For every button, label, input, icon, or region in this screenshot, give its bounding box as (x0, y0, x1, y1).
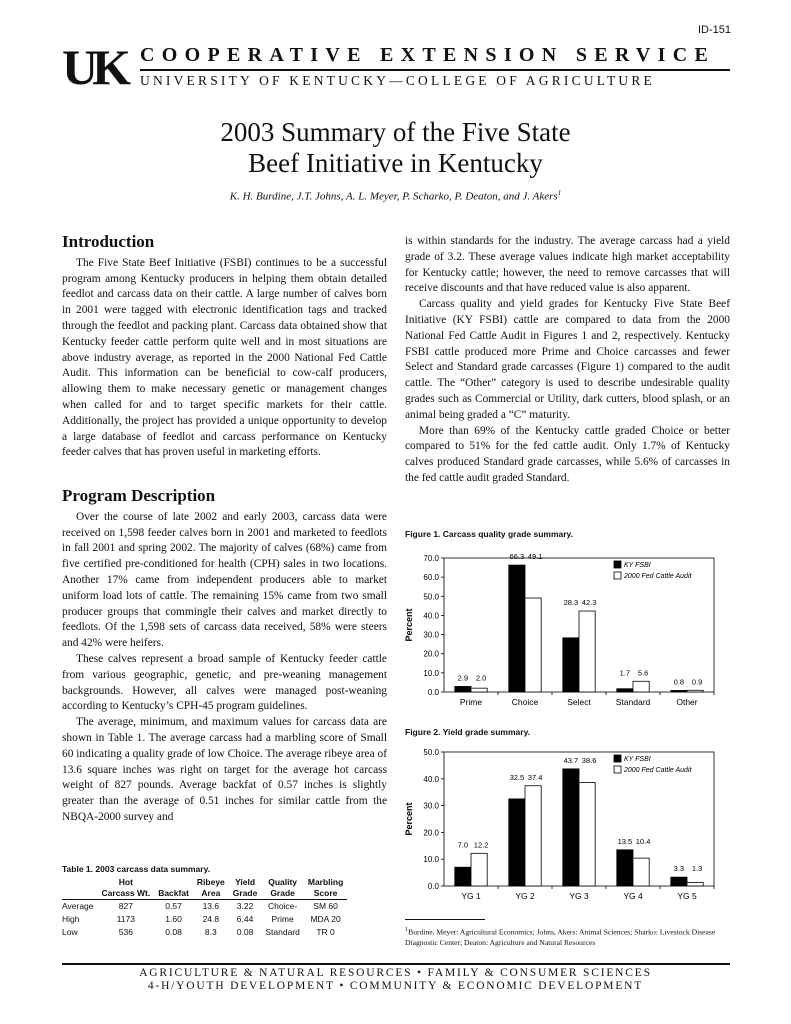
bar-ky-fsbi (455, 686, 471, 692)
legend-label: KY FSBI (624, 756, 651, 763)
y-tick-label: 30.0 (423, 801, 439, 811)
bar-ky-fsbi (671, 877, 687, 886)
uk-logo-text: UK (62, 39, 125, 95)
data-label: 1.3 (691, 864, 703, 874)
data-label: 2.0 (475, 673, 487, 683)
bar-fed-cattle-audit (525, 598, 541, 692)
x-tick-label: Prime (459, 697, 483, 707)
footer (0, 967, 791, 993)
table-cell: 13.6 (202, 901, 220, 911)
x-tick-label: Standard (615, 697, 651, 707)
y-tick-label: 50.0 (423, 748, 439, 757)
document-id: ID-151 (697, 24, 731, 36)
data-label: 37.4 (527, 772, 543, 782)
footnote-mark: 1 (405, 926, 409, 933)
right-paragraph-3: More than 69% of the Kentucky cattle graded Choice or better compared to 51% for the fed cattle audit. Only 1.7% of Kentucky calves produced Standard grade carcasses, while 5.6% of carcasses in the fed cattle audit graded Standard. (405, 424, 730, 484)
legend-label: KY FSBI (624, 562, 651, 569)
introduction-paragraph: The Five State Beef Initiative (FSBI) continues to be a successful program among Kentucky producers in helping them obtain detailed feedlot and carcass data on their cattle. A large number of calves born in 2001 were tagged with electronic identification tags and tracked through the feedlot and packing plant. Carcass data obtained show that Kentucky feeder cattle perform quite well and in most situations are above industry average, as reported in the 2000 National Fed Cattle Audit. This information can be beneficial to cow-calf producers, allowing them to make necessary genetic or management changes when called for and to target specific markets for their cattle. Additionally, the project has provided a unique opportunity to develop a large database of feedlot and carcass performance on Kentucky feeder calves that has proven useful in marketing efforts. (62, 256, 387, 459)
y-tick-label: 70.0 (423, 554, 439, 563)
data-label: 12.2 (473, 840, 489, 850)
bar-fed-cattle-audit (579, 611, 595, 692)
bar-ky-fsbi (563, 638, 579, 692)
y-tick-label: 60.0 (423, 573, 439, 583)
x-tick-label: Choice (511, 697, 539, 707)
table-cell: 6.44 (236, 914, 254, 924)
program-description-heading: Program Description (62, 486, 216, 505)
table-cell: High (62, 914, 80, 924)
data-label: 1.7 (619, 668, 631, 678)
org-subtitle: UNIVERSITY OF KENTUCKY—COLLEGE OF AGRICULTURE (140, 73, 655, 88)
legend-swatch (614, 766, 621, 773)
table-header-cell: Quality Grade (261, 877, 304, 900)
table-row (62, 913, 347, 926)
y-axis-label: Percent (404, 802, 414, 836)
data-label: 42.3 (581, 598, 597, 608)
document-title (0, 117, 791, 179)
program-description-section (62, 488, 387, 826)
table-cell: Standard (265, 927, 300, 937)
y-tick-label: 0.0 (427, 882, 439, 891)
bar-ky-fsbi (509, 799, 525, 886)
authors-text: K. H. Burdine, J.T. Johns, A. L. Meyer, P. Scharko, P. Deaton, and J. Akers (229, 190, 558, 203)
table-header-cell: Yield Grade (229, 877, 262, 900)
table-cell: TR 0 (316, 927, 335, 937)
table-1 (62, 864, 387, 939)
header-rule (140, 69, 730, 71)
x-tick-label: YG 4 (623, 891, 643, 901)
program-paragraph-1: Over the course of late 2002 and early 2003, carcass data were received on 1,598 feeder calves born in 2001 and marketed to feedlots in fall 2001 and spring 2002. The majority of calves (68%) came from five certified pre-conditioned for health (CPH) sales in two locations. Another 17% came from independent producers able to market uniform load lots of cattle. The remaining 15% came from two small producer groups that commingle their calves and market directly to feedlots. Of the 1,598 sets of carcass data received, 58% were steers and 42% were heifers. (62, 510, 387, 650)
bar-fed-cattle-audit (579, 783, 595, 886)
bar-ky-fsbi (671, 690, 687, 692)
x-tick-label: YG 2 (515, 891, 535, 901)
x-tick-label: YG 5 (677, 891, 697, 901)
table-header-cell: Backfat (154, 877, 193, 900)
footnote-rule (405, 919, 485, 920)
data-label: 0.9 (691, 677, 703, 687)
uk-logo (62, 39, 138, 95)
program-paragraph-2: These calves represent a broad sample of Kentucky feeder cattle from various geographic, genetic, and pre-weaning management backgrounds. However, all calves were managed post-weaning according to Kentucky’s CPH-45 program guidelines. (62, 652, 387, 713)
legend-swatch (614, 572, 621, 579)
data-label: 7.0 (457, 840, 469, 850)
authors-footnote-mark: 1 (557, 189, 562, 197)
x-tick-label: YG 3 (569, 891, 589, 901)
x-tick-label: Other (676, 697, 698, 707)
y-tick-label: 10.0 (423, 855, 439, 865)
data-label: 38.6 (581, 755, 597, 765)
right-paragraph-2: Carcass quality and yield grades for Kentucky Five State Beef Initiative (KY FSBI) cattle are compared to data from the 2000 National Fed Cattle Audit in Figures 1 and 2, respectively. Kentucky FSBI cattle produced more Prime and Choice carcasses and fewer Select and Standard grade carcasses (Figure 1) compared to the audit cattle. The “Other” category is used to describe undesirable quality grades such as Commercial or Utility, dark cutters, blood splash, or an animal being graded a “C” maturity. (405, 298, 730, 421)
footer-rule (62, 963, 730, 965)
right-paragraph-1: is within standards for the industry. The average carcass had a yield grade of 3.2. These average values indicate high market acceptability for Kentucky cattle; however, the need to remove carcasses that will receive discounts and that have reduced value is also apparent. (405, 235, 730, 295)
bar-fed-cattle-audit (687, 883, 703, 886)
figure-1-title: Figure 1. Carcass quality grade summary. (405, 529, 574, 539)
bar-fed-cattle-audit (471, 688, 487, 692)
x-tick-label: YG 1 (461, 891, 481, 901)
introduction-section (62, 234, 387, 461)
footnote (405, 925, 730, 948)
bar-ky-fsbi (563, 769, 579, 886)
y-axis-label: Percent (404, 608, 414, 642)
table-cell: 827 (118, 901, 133, 911)
table-cell: Average (62, 901, 94, 911)
footer-line-2: 4-H/YOUTH DEVELOPMENT • COMMUNITY & ECONOMIC DEVELOPMENT (147, 980, 644, 992)
bar-ky-fsbi (455, 867, 471, 886)
legend-swatch (614, 755, 621, 762)
data-label: 2.9 (457, 673, 469, 683)
bar-fed-cattle-audit (525, 786, 541, 886)
right-column-text (405, 234, 730, 487)
data-label: 28.3 (563, 598, 579, 608)
table-cell: 1.60 (165, 914, 182, 924)
introduction-heading: Introduction (62, 232, 155, 251)
legend-label: 2000 Fed Cattle Audit (624, 767, 692, 774)
table-cell: 0.08 (165, 927, 182, 937)
data-label: 32.5 (509, 772, 525, 782)
data-label: 49.1 (527, 552, 543, 562)
table-cell: Prime (271, 914, 294, 924)
table-header-cell (62, 877, 98, 900)
data-label: 3.3 (673, 864, 685, 874)
data-label: 10.4 (635, 836, 651, 846)
table-cell: 0.08 (236, 927, 254, 937)
org-title: COOPERATIVE EXTENSION SERVICE (140, 44, 716, 66)
bar-ky-fsbi (509, 565, 525, 692)
y-tick-label: 40.0 (423, 774, 439, 784)
table-cell: Choice- (267, 901, 298, 911)
table-cell: Low (62, 927, 78, 937)
y-tick-label: 30.0 (423, 630, 439, 640)
figure-2-chart (400, 743, 730, 908)
table-cell: 3.22 (236, 901, 254, 911)
bar-ky-fsbi (617, 850, 633, 886)
program-paragraph-3: The average, minimum, and maximum values for carcass data are shown in Table 1. The average carcass had a marbling score of Small 60 indicating a quality grade of low Choice. The average ribeye area of 13.6 square inches was right on target for the average hot carcass weight of 827 pounds. Average backfat of 0.57 inches is slightly greater than the average of 0.51 inches for similar cattle from the NBQA-2000 survey and (62, 716, 387, 823)
y-tick-label: 10.0 (423, 668, 439, 678)
legend-label: 2000 Fed Cattle Audit (624, 573, 692, 580)
table-row (62, 926, 347, 939)
table-cell: 24.8 (202, 914, 220, 924)
table-cell: 536 (118, 927, 133, 937)
table-row (62, 900, 347, 914)
table-header-cell: Ribeye Area (193, 877, 229, 900)
figure-2-title: Figure 2. Yield grade summary. (405, 727, 531, 737)
data-label: 13.5 (617, 836, 633, 846)
data-label: 0.8 (673, 677, 685, 687)
bar-fed-cattle-audit (687, 690, 703, 692)
bar-ky-fsbi (617, 689, 633, 692)
table-cell: 8.3 (204, 927, 217, 937)
table-cell: MDA 20 (310, 914, 341, 924)
title-line-1: 2003 Summary of the Five State (220, 117, 571, 147)
x-tick-label: Select (567, 697, 591, 707)
data-label: 66.3 (509, 552, 525, 562)
y-tick-label: 0.0 (427, 688, 439, 697)
y-tick-label: 50.0 (423, 592, 439, 602)
table-cell: 1173 (116, 914, 135, 924)
data-label: 43.7 (563, 755, 579, 765)
carcass-data-table (62, 877, 347, 939)
footnote-text: Burdine, Meyer: Agricultural Economics; Johns, Akers: Animal Sciences; Sharko: Livestock Disease Diagnostic Center; Deaton: Agriculture and Natural Resources (405, 927, 716, 947)
authors (0, 189, 791, 203)
table-1-title: Table 1. 2003 carcass data summary. (62, 864, 211, 874)
legend-swatch (614, 561, 621, 568)
table-header-cell: Marbling Score (304, 877, 347, 900)
footer-line-1: AGRICULTURE & NATURAL RESOURCES • FAMILY & CONSUMER SCIENCES (139, 967, 652, 979)
figure-1-chart (400, 545, 730, 715)
data-label: 5.6 (637, 668, 649, 678)
table-header-cell: Hot Carcass Wt. (98, 877, 155, 900)
y-tick-label: 40.0 (423, 611, 439, 621)
table-cell: 0.57 (165, 901, 182, 911)
bar-fed-cattle-audit (633, 858, 649, 886)
title-line-2: Beef Initiative in Kentucky (248, 148, 543, 178)
table-cell: SM 60 (313, 901, 338, 911)
y-tick-label: 20.0 (423, 649, 439, 659)
bar-fed-cattle-audit (633, 681, 649, 692)
bar-fed-cattle-audit (471, 853, 487, 886)
y-tick-label: 20.0 (423, 828, 439, 838)
